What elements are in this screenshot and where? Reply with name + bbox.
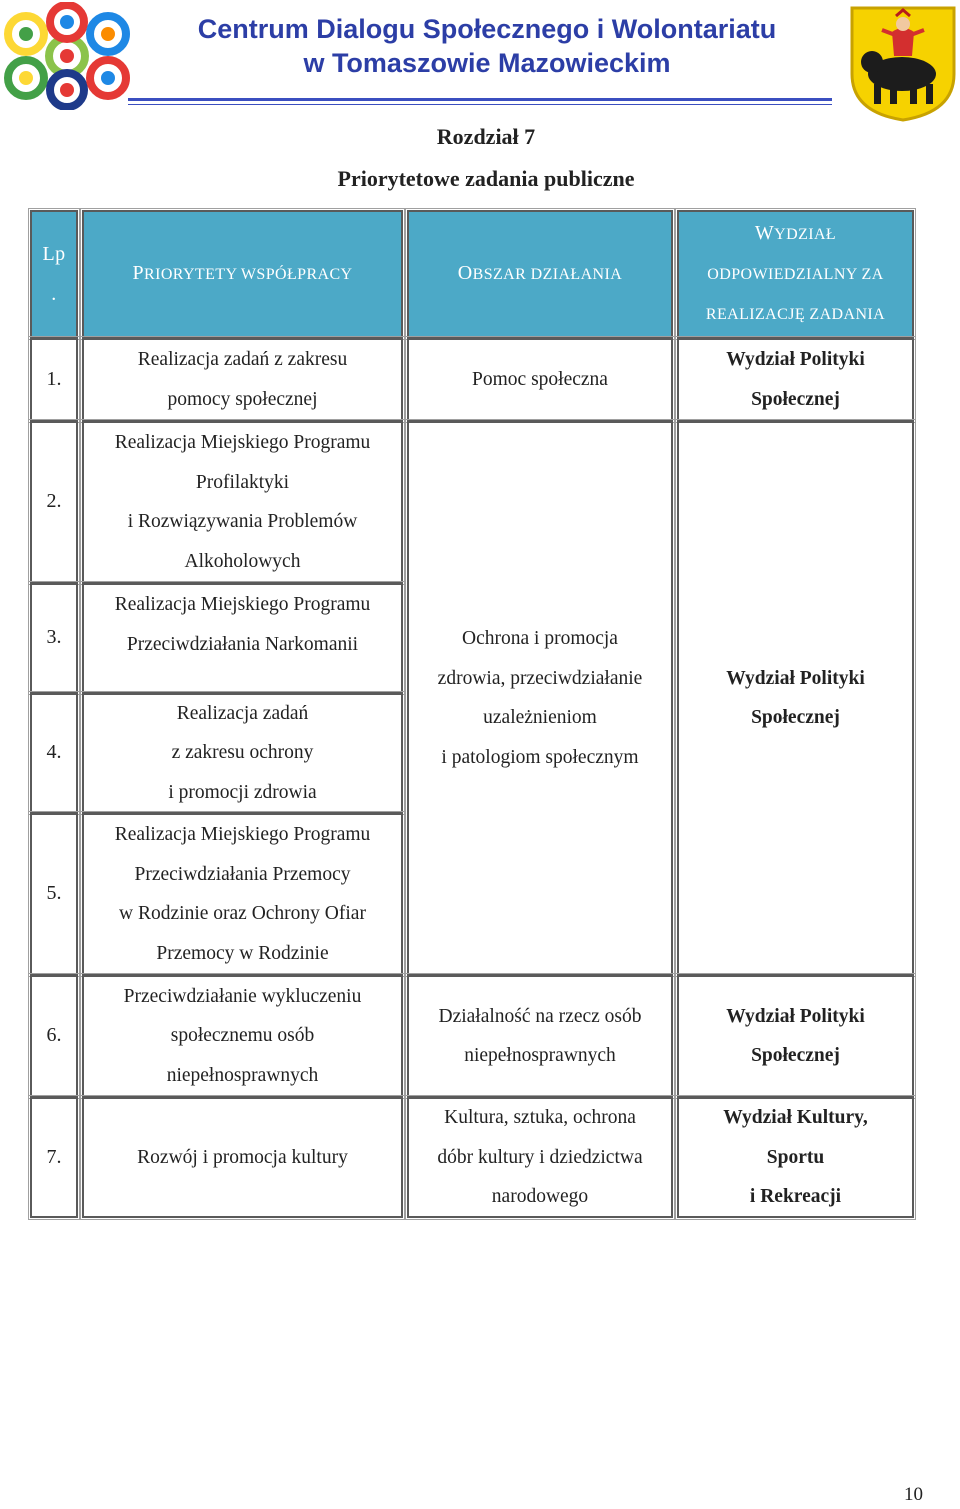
priority-cell: Realizacja Miejskiego Programu Przeciwdziałania Narkomanii [82, 583, 403, 693]
row-number: 4. [30, 693, 78, 813]
row-number: 7. [30, 1097, 78, 1218]
row-number: 5. [30, 813, 78, 975]
row-number: 1. [30, 338, 78, 421]
document-title: Priorytetowe zadania publiczne [337, 166, 635, 191]
header-priorities: PRIORYTETY WSPÓŁPRACY [82, 210, 403, 338]
city-coat-of-arms-icon [848, 4, 958, 122]
header-rule-thin [128, 104, 832, 105]
priority-cell: Rozwój i promocja kultury [82, 1097, 403, 1218]
priority-cell: Przeciwdziałanie wykluczeniu społecznemu osób niepełnosprawnych [82, 975, 403, 1097]
chapter-title: Rozdział 7 [436, 124, 536, 149]
row-number: 6. [30, 975, 78, 1097]
department-cell: Wydział Polityki Społecznej [677, 338, 914, 421]
organization-name: Centrum Dialogu Społecznego i Wolontariatu [197, 14, 777, 44]
area-cell: Kultura, sztuka, ochrona dóbr kultury i dziedzictwa narodowego [407, 1097, 673, 1218]
centre-logo-rings [2, 2, 132, 110]
organization-city: w Tomaszowie Mazowieckim [303, 48, 671, 78]
header-lp: Lp . [30, 210, 78, 338]
priority-cell: Realizacja Miejskiego Programu Profilaktyki i Rozwiązywania Problemów Alkoholowych [82, 421, 403, 583]
area-cell: Działalność na rzecz osób niepełnosprawnych [407, 975, 673, 1097]
priority-cell: Realizacja Miejskiego Programu Przeciwdziałania Przemocy w Rodzinie oraz Ochrony Ofiar Przemocy w Rodzinie [82, 813, 403, 975]
row-number: 3. [30, 583, 78, 693]
header-department: WYDZIAŁ ODPOWIEDZIALNY ZA REALIZACJĘ ZADANIA [677, 210, 914, 338]
priority-cell: Realizacja zadań z zakresu pomocy społecznej [82, 338, 403, 421]
header-area: OBSZAR DZIAŁANIA [407, 210, 673, 338]
department-cell: Wydział Polityki Społecznej [677, 975, 914, 1097]
page-number: 10 [904, 1484, 923, 1505]
row-number: 2. [30, 421, 78, 583]
area-cell: Ochrona i promocja zdrowia, przeciwdziałanie uzależnieniom i patologiom społecznym [407, 421, 673, 975]
department-cell: Wydział Polityki Społecznej [677, 421, 914, 975]
department-cell: Wydział Kultury, Sportu i Rekreacji [677, 1097, 914, 1218]
header-rule [128, 98, 832, 101]
priority-cell: Realizacja zadań z zakresu ochrony i promocji zdrowia [82, 693, 403, 813]
area-cell: Pomoc społeczna [407, 338, 673, 421]
